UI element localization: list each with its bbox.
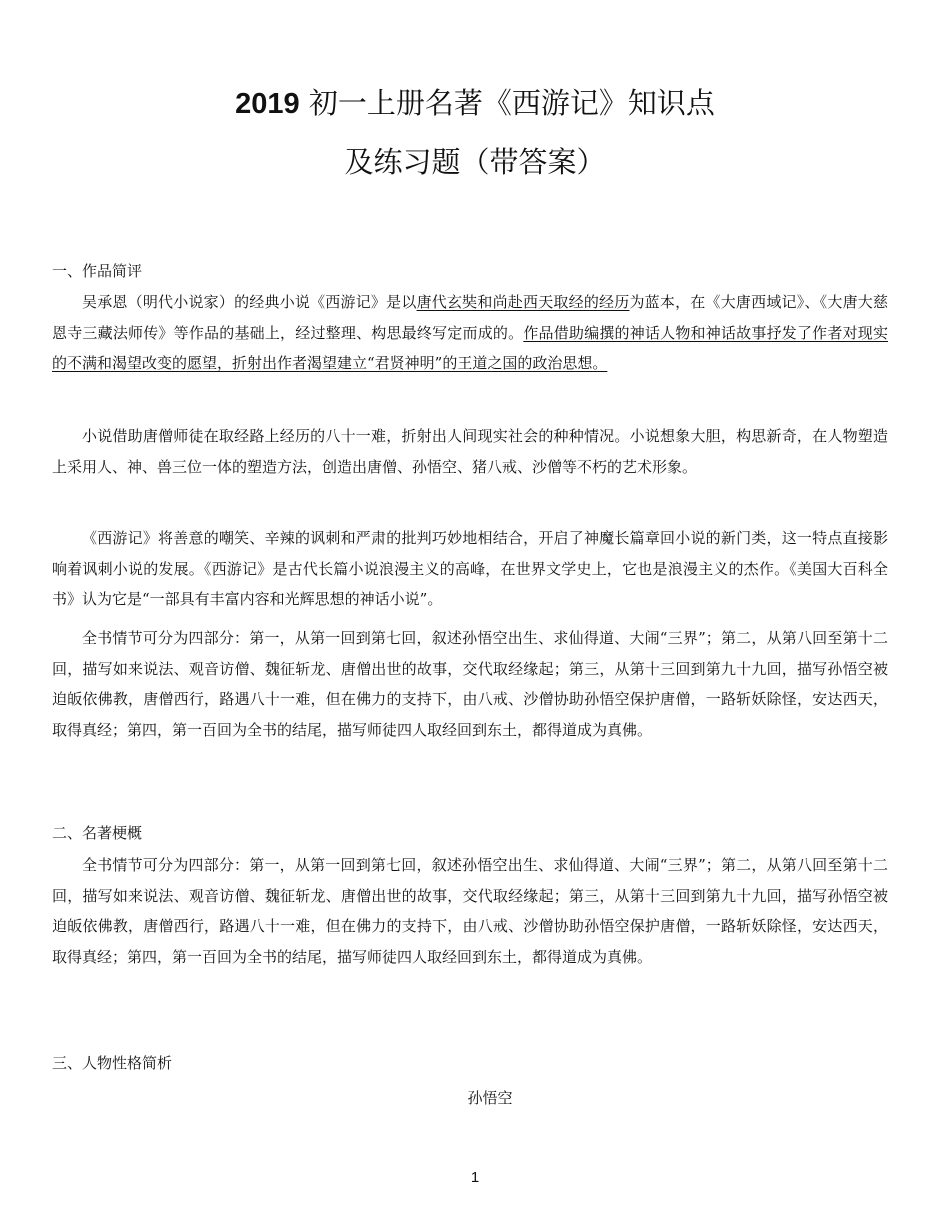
underlined-text: 唐代玄奘和尚赴西天取经的经历 (416, 293, 630, 311)
paragraph-intro (52, 287, 888, 379)
section-heading-2: 二、名著梗概 (52, 824, 143, 842)
title-text: 初一上册名著《西游记》知识点 (299, 86, 715, 120)
paragraph-characters: 小说借助唐僧师徒在取经路上经历的八十一难，折射出人间现实社会的种种情况。小说想象大胆，构思新奇，在人物塑造上采用人、神、兽三位一体的塑造方法，创造出唐僧、孙悟空、猪八戒、沙僧等不朽的艺术形象。 (52, 427, 888, 476)
underlined-text: 作品借助编撰的神话人物和神话故事抒发了作者对现实的不满和渴望改变的愿望，折射出作者渴望建立“君贤神明”的王道之国的政治思想。 (52, 323, 888, 373)
title-year: 2019 (235, 88, 300, 120)
document-title-line2: 及练习题（带答案） (344, 145, 606, 179)
paragraph-text: 为蓝本，在《大唐西域记》、《大唐大慈恩寺三藏法师传》等作品的基础上，经过整理、构思最终写定而成的。 (52, 293, 888, 342)
paragraph-summary: 全书情节可分为四部分：第一，从第一回到第七回，叙述孙悟空出生、求仙得道、大闹“三界”；第二，从第八回至第十二回，描写如来说法、观音访僧、魏征斩龙、唐僧出世的故事，交代取经缘起；第三，从第十三回到第九十九回，描写孙悟空被迫皈依佛教，唐僧西行，路遇八十一难，但在佛力的支持下，由八戒、沙僧协助孙悟空保护唐僧，一路斩妖除怪，安达西天，取得真经；第四，第一百回为全书的结尾，描写师徒四人取经回到东土，都得道成为真佛。 (52, 856, 888, 966)
section-heading-3: 三、人物性格简析 (52, 1054, 173, 1072)
page-number: 1 (470, 1169, 480, 1186)
paragraph-significance: 《西游记》将善意的嘲笑、辛辣的讽刺和严肃的批判巧妙地相结合，开启了神魔长篇章回小说的新门类，这一特点直接影响着讽刺小说的发展。《西游记》是古代长篇小说浪漫主义的高峰，在世界文学史上，它也是浪漫主义的杰作。《美国大百科全书》认为它是“一部具有丰富内容和光辉思想的神话小说”。 (52, 529, 888, 609)
character-name-heading: 孙悟空 (467, 1089, 513, 1107)
paragraph-text: 吴承恩（明代小说家）的经典小说《西游记》是以 (82, 293, 417, 311)
paragraph-plot-structure: 全书情节可分为四部分：第一，从第一回到第七回，叙述孙悟空出生、求仙得道、大闹“三界”；第二，从第八回至第十二回，描写如来说法、观音访僧、魏征斩龙、唐僧出世的故事，交代取经缘起；第三，从第十三回到第九十九回，描写孙悟空被迫皈依佛教，唐僧西行，路遇八十一难，但在佛力的支持下，由八戒、沙僧协助孙悟空保护唐僧，一路斩妖除怪，安达西天，取得真经；第四，第一百回为全书的结尾，描写师徒四人取经回到东土，都得道成为真佛。 (52, 629, 888, 739)
document-title-line1 (0, 83, 950, 124)
section-heading-1: 一、作品简评 (52, 262, 143, 280)
